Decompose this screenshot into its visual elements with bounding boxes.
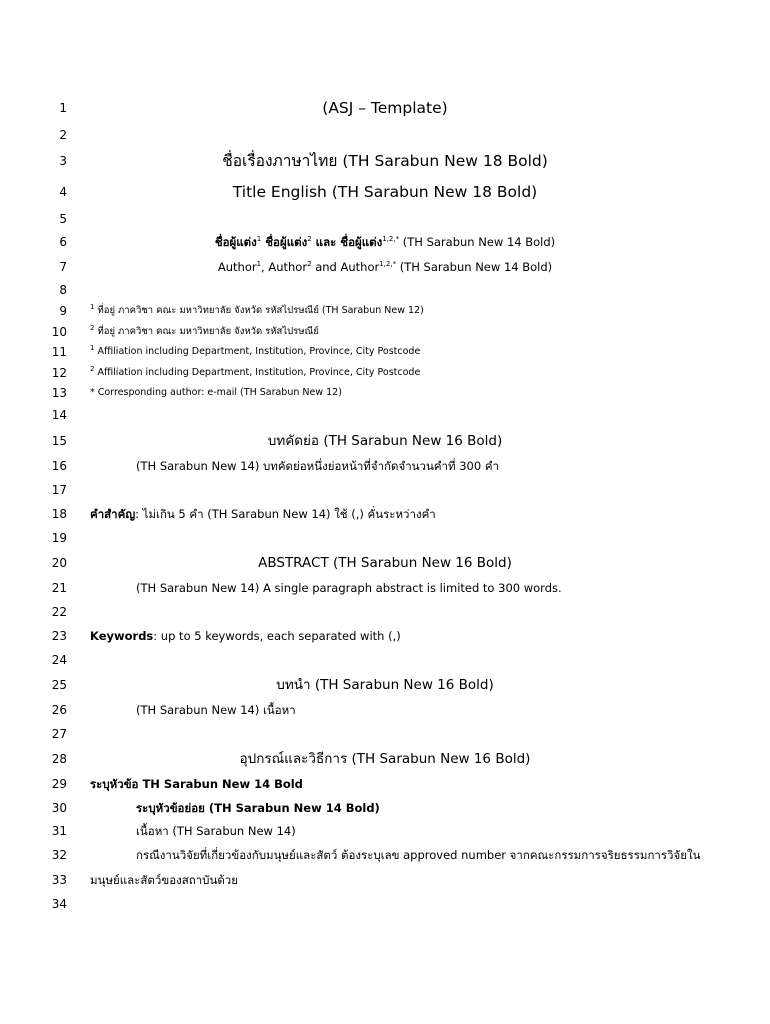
author-name: Author — [217, 260, 257, 274]
line-12 — [0, 362, 770, 384]
line-number: 8 — [59, 283, 67, 297]
ethics-note-line-2: มนุษย์และสัตว์ของสถาบันด้วย — [90, 873, 238, 887]
abstract-thai-body: (TH Sarabun New 14) บทคัดย่อหนึ่งย่อหน้าที่จำกัดจำนวนคำที่ 300 คำ — [136, 459, 499, 473]
line-number: 1 — [59, 101, 67, 115]
keywords-label: Keywords — [90, 629, 154, 643]
corresponding-author: * Corresponding author: e-mail (TH Sarabun New 12) — [90, 387, 342, 398]
line-28 — [0, 748, 770, 770]
line-18 — [0, 503, 770, 525]
sub-subheading: ระบุหัวข้อย่อย (TH Sarabun New 14 Bold) — [136, 801, 380, 815]
line-number: 17 — [51, 483, 67, 497]
line-number: 33 — [51, 873, 67, 887]
line-number: 19 — [51, 531, 67, 545]
line-10 — [0, 321, 770, 343]
author-name: and Author — [311, 260, 380, 274]
line-16 — [0, 455, 770, 477]
ethics-note-line-1: กรณีงานวิจัยที่เกี่ยวข้องกับมนุษย์และสัตว์ ต้องระบุเลข approved number จากคณะกรรมการจริยธรรมการวิจัยใน — [136, 848, 701, 862]
authors-thai — [90, 231, 680, 253]
line-32 — [0, 844, 770, 866]
line-6 — [0, 231, 770, 253]
line-number: 27 — [51, 727, 67, 741]
line-number: 32 — [51, 848, 67, 862]
keywords-thai — [90, 503, 670, 525]
affiliation-english-1 — [90, 341, 670, 363]
affiliation-text: Affiliation including Department, Institution, Province, City Postcode — [94, 346, 421, 357]
section-heading-introduction: บทนำ (TH Sarabun New 16 Bold) — [276, 677, 494, 693]
author-superscript: 1,2,* — [379, 260, 397, 269]
line-33 — [0, 869, 770, 891]
affiliation-text: Affiliation including Department, Institution, Province, City Postcode — [94, 367, 421, 378]
keywords-text: : up to 5 keywords, each separated with (,) — [153, 629, 401, 643]
line-number: 4 — [59, 185, 67, 199]
affiliation-superscript: 2 — [90, 323, 95, 332]
line-number: 14 — [51, 408, 67, 422]
line-number: 5 — [59, 212, 67, 226]
line-3 — [0, 150, 770, 172]
author-name: และ ชื่อผู้แต่ง — [311, 235, 383, 249]
methods-body: เนื้อหา (TH Sarabun New 14) — [136, 824, 296, 838]
section-heading-abstract-thai: บทคัดย่อ (TH Sarabun New 16 Bold) — [267, 433, 503, 449]
line-26 — [0, 699, 770, 721]
affiliation-text: ที่อยู่ ภาควิชา คณะ มหาวิทยาลัย จังหวัด รหัสไปรษณีย์ — [94, 326, 319, 337]
line-number: 20 — [51, 556, 67, 570]
line-number: 23 — [51, 629, 67, 643]
line-4 — [0, 181, 770, 203]
author-name: , Author — [261, 260, 308, 274]
affiliation-thai-1 — [90, 300, 670, 322]
line-27 — [0, 723, 770, 745]
line-8 — [0, 279, 770, 301]
author-superscript: 1,2,* — [382, 235, 400, 244]
line-11 — [0, 341, 770, 363]
line-number: 21 — [51, 581, 67, 595]
line-number: 25 — [51, 678, 67, 692]
line-7 — [0, 256, 770, 278]
line-number: 28 — [51, 752, 67, 766]
line-number: 12 — [51, 366, 67, 380]
authors-english — [90, 256, 680, 278]
line-25 — [0, 674, 770, 696]
line-number: 26 — [51, 703, 67, 717]
author-name: ชื่อผู้แต่ง — [214, 235, 257, 249]
keywords-label: คำสำคัญ — [90, 507, 136, 521]
keywords-text: : ไม่เกิน 5 คำ (TH Sarabun New 14) ใช้ (,) คั่นระหว่างคำ — [135, 507, 436, 521]
affiliation-english-2 — [90, 362, 670, 384]
line-number: 9 — [59, 304, 67, 318]
author-superscript: 2 — [307, 260, 312, 269]
line-17 — [0, 479, 770, 501]
keywords-english — [90, 625, 670, 647]
author-superscript: 1 — [256, 235, 262, 244]
affiliation-thai-2 — [90, 321, 670, 343]
author-font-note: (TH Sarabun New 14 Bold) — [396, 260, 553, 274]
line-22 — [0, 601, 770, 623]
template-heading: (ASJ – Template) — [322, 99, 448, 117]
introduction-body: (TH Sarabun New 14) เนื้อหา — [136, 703, 296, 717]
line-30 — [0, 797, 770, 819]
line-number: 22 — [51, 605, 67, 619]
line-9 — [0, 300, 770, 322]
line-15 — [0, 430, 770, 452]
line-number: 3 — [59, 154, 67, 168]
affiliation-text: ที่อยู่ ภาควิชา คณะ มหาวิทยาลัย จังหวัด รหัสไปรษณีย์ (TH Sarabun New 12) — [94, 305, 424, 316]
line-number: 2 — [59, 128, 67, 142]
line-number: 29 — [51, 777, 67, 791]
line-24 — [0, 649, 770, 671]
line-number: 7 — [59, 260, 67, 274]
affiliation-superscript: 2 — [90, 364, 95, 373]
line-20 — [0, 552, 770, 574]
title-english: Title English (TH Sarabun New 18 Bold) — [232, 183, 538, 201]
subheading: ระบุหัวข้อ TH Sarabun New 14 Bold — [90, 777, 303, 791]
line-1 — [0, 97, 770, 119]
line-number: 18 — [51, 507, 67, 521]
line-number: 10 — [51, 325, 67, 339]
line-number: 16 — [51, 459, 67, 473]
author-superscript: 1 — [256, 260, 262, 269]
title-thai: ชื่อเรื่องภาษาไทย (TH Sarabun New 18 Bold) — [222, 152, 548, 170]
line-21 — [0, 577, 770, 599]
line-29 — [0, 773, 770, 795]
author-font-note: (TH Sarabun New 14 Bold) — [399, 235, 556, 249]
abstract-english-body: (TH Sarabun New 14) A single paragraph abstract is limited to 300 words. — [136, 581, 562, 595]
line-number: 24 — [51, 653, 67, 667]
affiliation-superscript: 1 — [90, 302, 95, 311]
line-34 — [0, 893, 770, 915]
line-31 — [0, 820, 770, 842]
line-14 — [0, 404, 770, 426]
line-number: 13 — [51, 386, 67, 400]
section-heading-abstract: ABSTRACT (TH Sarabun New 16 Bold) — [258, 555, 512, 571]
line-number: 31 — [51, 824, 67, 838]
author-superscript: 2 — [307, 235, 312, 244]
affiliation-superscript: 1 — [90, 343, 95, 352]
line-5 — [0, 208, 770, 230]
line-number: 34 — [51, 897, 67, 911]
line-19 — [0, 527, 770, 549]
author-name: ชื่อผู้แต่ง — [261, 235, 308, 249]
line-number: 6 — [59, 235, 67, 249]
line-23 — [0, 625, 770, 647]
line-13 — [0, 382, 770, 404]
line-number: 11 — [51, 345, 67, 359]
section-heading-materials-methods: อุปกรณ์และวิธีการ (TH Sarabun New 16 Bold) — [239, 751, 531, 767]
line-number: 15 — [51, 434, 67, 448]
line-number: 30 — [51, 801, 67, 815]
line-2 — [0, 124, 770, 146]
